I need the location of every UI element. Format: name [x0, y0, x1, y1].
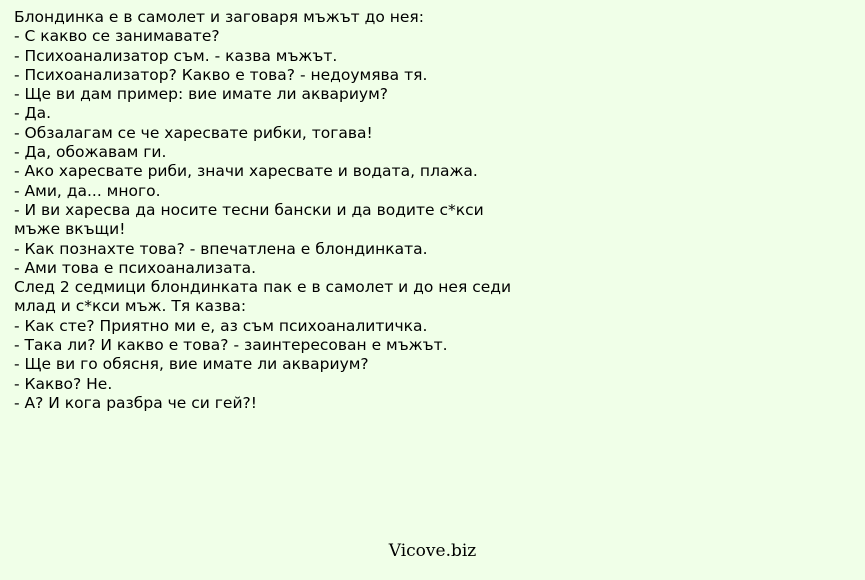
joke-text: [14, 8, 854, 413]
joke-line: - А? И кога разбра че си гей?!: [14, 393, 257, 412]
joke-line: млад и с*кси мъж. Тя казва:: [14, 297, 247, 316]
joke-line: - С какво се занимавате?: [14, 27, 220, 46]
joke-line: - Обзалагам се че харесвате рибки, тогава!: [14, 123, 373, 142]
joke-line: - Да, обожавам ги.: [14, 143, 167, 162]
joke-line: - И ви харесва да носите тесни бански и да водите с*кси: [14, 200, 484, 219]
joke-line: След 2 седмици блондинката пак е в самолет и до нея седи: [14, 278, 512, 297]
site-watermark: Vicove.biz: [388, 541, 477, 561]
joke-line: - Ако харесвате риби, значи харесвате и водата, плажа.: [14, 162, 478, 181]
joke-line: - Как сте? Приятно ми е, аз съм психоаналитичка.: [14, 316, 428, 335]
joke-line: - Ще ви дам пример: вие имате ли аквариум?: [14, 85, 389, 104]
joke-line: мъже вкъщи!: [14, 220, 126, 239]
joke-line: - Така ли? И какво е това? - заинтересован е мъжът.: [14, 336, 448, 355]
joke-line: - Ще ви го обясня, вие имате ли аквариум?: [14, 355, 369, 374]
joke-line: - Да.: [14, 104, 52, 123]
joke-line: - Как познахте това? - впечатлена е блондинката.: [14, 239, 428, 258]
joke-line: - Психоанализатор? Какво е това? - недоумява тя.: [14, 65, 428, 84]
joke-line: - Психоанализатор съм. - казва мъжът.: [14, 46, 338, 65]
joke-line: - Ами това е психоанализата.: [14, 258, 257, 277]
joke-line: - Какво? Не.: [14, 374, 113, 393]
joke-line: Блондинка е в самолет и заговаря мъжът до нея:: [14, 8, 424, 26]
joke-line: - Ами, да... много.: [14, 181, 161, 200]
